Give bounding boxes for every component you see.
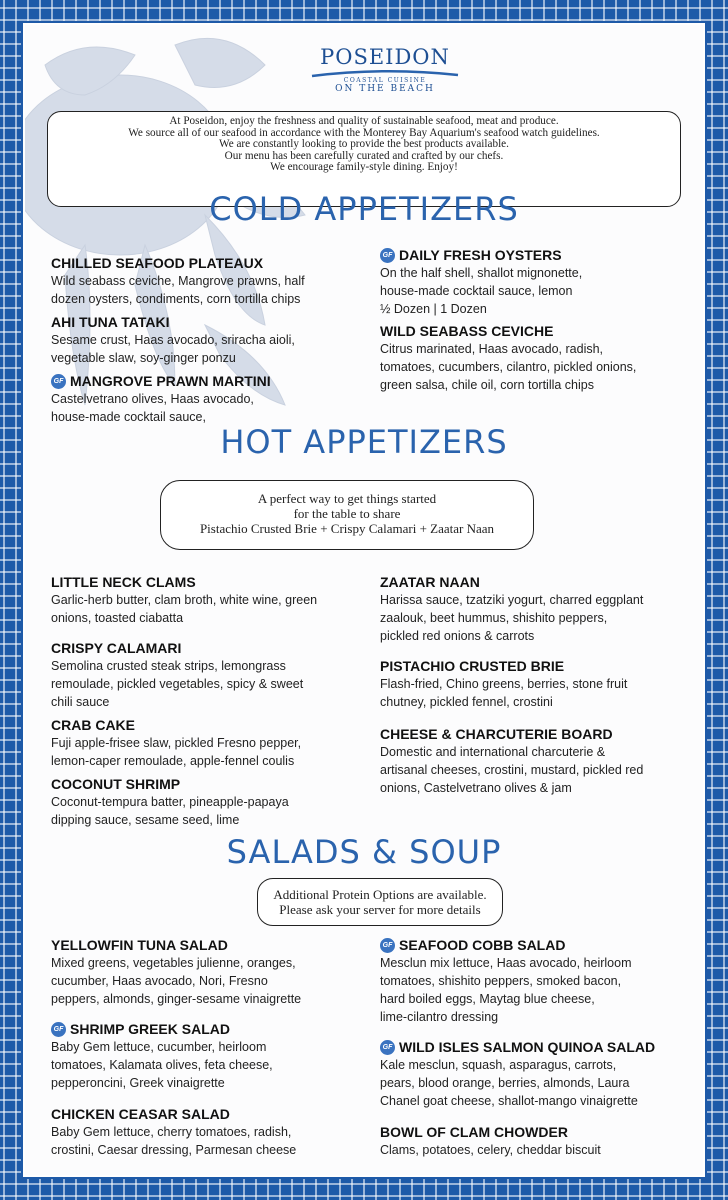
item-desc: artisanal cheeses, crostini, mustard, pickled red (380, 763, 644, 777)
item-name: AHI TUNA TATAKI (51, 314, 170, 330)
item-desc: green salsa, chile oil, corn tortilla chips (380, 378, 594, 392)
item-name: PISTACHIO CRUSTED BRIE (380, 658, 565, 674)
item-name: LITTLE NECK CLAMS (51, 574, 196, 590)
intro-line: At Poseidon, enjoy the freshness and quality of sustainable seafood, meat and produce. (169, 115, 559, 127)
intro-line: We are constantly looking to provide the best products available. (219, 138, 509, 151)
section-title-salads: SALADS & SOUP (226, 833, 502, 871)
item-desc: vegetable slaw, soy-ginger ponzu (51, 351, 236, 365)
item-name: ZAATAR NAAN (380, 574, 480, 590)
gluten-free-icon: GF (380, 1040, 395, 1055)
item-desc: peppers, almonds, ginger-sesame vinaigrette (51, 992, 302, 1006)
item-name: COCONUT SHRIMP (51, 776, 181, 792)
item-desc: zaalouk, beet hummus, shishito peppers, (380, 611, 608, 625)
item-desc: On the half shell, shallot mignonette, (380, 266, 583, 280)
item-desc: crostini, Caesar dressing, Parmesan cheese (51, 1143, 297, 1157)
menu-item (380, 726, 670, 797)
item-name: SHRIMP GREEK SALAD (70, 1021, 230, 1037)
item-desc: lemon-caper remoulade, apple-fennel coulis (51, 754, 295, 768)
item-desc: dipping sauce, sesame seed, lime (51, 813, 240, 827)
item-name: YELLOWFIN TUNA SALAD (51, 937, 228, 953)
item-desc: pepperoncini, Greek vinaigrette (51, 1076, 225, 1090)
gluten-free-icon: GF (51, 374, 66, 389)
menu-item (51, 373, 341, 426)
section-title-cold: COLD APPETIZERS (209, 190, 519, 228)
item-desc: hard boiled eggs, Maytag blue cheese, (380, 992, 595, 1006)
menu-item (380, 574, 670, 645)
hot-callout-box (160, 480, 534, 550)
item-desc: chili sauce (51, 695, 110, 709)
menu-item (51, 574, 341, 627)
item-name: CRISPY CALAMARI (51, 640, 182, 656)
item-name: MANGROVE PRAWN MARTINI (70, 373, 271, 389)
item-desc: house-made cocktail sauce, lemon (380, 284, 573, 298)
item-name: BOWL OF CLAM CHOWDER (380, 1124, 568, 1140)
logo-name: POSEIDON (320, 45, 450, 69)
item-desc: Citrus marinated, Haas avocado, radish, (380, 342, 604, 356)
callout-line: Additional Protein Options are available. (273, 887, 487, 902)
item-desc: onions, Castelvetrano olives & jam (380, 781, 572, 795)
item-desc: chutney, pickled fennel, crostini (380, 695, 553, 709)
item-desc: dozen oysters, condiments, corn tortilla chips (51, 292, 301, 306)
item-name: WILD ISLES SALMON QUINOA SALAD (399, 1039, 656, 1055)
item-name: WILD SEABASS CEVICHE (380, 323, 554, 339)
menu-item (51, 255, 341, 308)
item-desc: Baby Gem lettuce, cucumber, heirloom (51, 1040, 267, 1054)
menu-item (380, 937, 670, 1026)
item-desc: Coconut-tempura batter, pineapple-papaya (51, 795, 289, 809)
salads-callout-box (257, 878, 503, 926)
item-desc: tomatoes, shishito peppers, smoked bacon, (380, 974, 622, 988)
menu-item (51, 314, 341, 367)
item-name: CHILLED SEAFOOD PLATEAUX (51, 255, 264, 271)
item-desc: Flash-fried, Chino greens, berries, stone fruit (380, 677, 628, 691)
item-name: CHICKEN CEASAR SALAD (51, 1106, 230, 1122)
gluten-free-icon: GF (51, 1022, 66, 1037)
item-desc: Chanel goat cheese, shallot-mango vinaigrette (380, 1094, 638, 1108)
item-name: DAILY FRESH OYSTERS (399, 247, 562, 263)
item-desc: remoulade, pickled vegetables, spicy & sweet (51, 677, 304, 691)
item-desc: Sesame crust, Haas avocado, sriracha aioli, (51, 333, 295, 347)
item-desc: Kale mesclun, squash, asparagus, carrots, (380, 1058, 617, 1072)
gluten-free-icon: GF (380, 938, 395, 953)
menu-item (380, 247, 670, 318)
intro-line: We source all of our seafood in accordance with the Monterey Bay Aquarium's seafood watch guidelines. (128, 126, 600, 139)
item-desc: tomatoes, cucumbers, cilantro, pickled onions, (380, 360, 637, 374)
callout-line: Please ask your server for more details (279, 902, 481, 917)
item-desc: ½ Dozen | 1 Dozen (380, 302, 487, 316)
item-desc: Baby Gem lettuce, cherry tomatoes, radish, (51, 1125, 292, 1139)
restaurant-logo (285, 45, 485, 94)
callout-line: A perfect way to get things started (257, 491, 437, 506)
menu-item (380, 1124, 670, 1159)
menu-page (25, 25, 703, 1175)
item-desc: tomatoes, Kalamata olives, feta cheese, (51, 1058, 273, 1072)
item-desc: Semolina crusted steak strips, lemongrass (51, 659, 286, 673)
item-desc: Mesclun mix lettuce, Haas avocado, heirloom (380, 956, 632, 970)
item-desc: Harissa sauce, tzatziki yogurt, charred eggplant (380, 593, 644, 607)
callout-line: for the table to share (293, 506, 401, 521)
logo-tagline: ON THE BEACH (335, 84, 435, 94)
callout-line: Pistachio Crusted Brie + Crispy Calamari + Zaatar Naan (199, 521, 495, 536)
menu-item (380, 658, 670, 711)
menu-item (51, 937, 341, 1008)
item-desc: cucumber, Haas avocado, Nori, Fresno (51, 974, 268, 988)
menu-item (380, 1039, 670, 1110)
item-desc: Domestic and international charcuterie & (380, 745, 606, 759)
menu-item (380, 323, 670, 394)
menu-item (51, 1106, 341, 1159)
item-desc: pickled red onions & carrots (380, 629, 535, 643)
item-desc: Wild seabass ceviche, Mangrove prawns, half (51, 274, 305, 288)
item-desc: house-made cocktail sauce, (51, 410, 206, 424)
logo-subtitle: COASTAL CUISINE (343, 77, 427, 84)
item-desc: Garlic-herb butter, clam broth, white wine, green (51, 593, 318, 607)
item-desc: onions, toasted ciabatta (51, 611, 184, 625)
menu-item (51, 640, 341, 711)
item-desc: Mixed greens, vegetables julienne, oranges, (51, 956, 296, 970)
section-title-hot: HOT APPETIZERS (220, 423, 508, 461)
menu-item (51, 1021, 341, 1092)
item-desc: Clams, potatoes, celery, cheddar biscuit (380, 1143, 601, 1157)
item-desc: Fuji apple-frisee slaw, pickled Fresno pepper, (51, 736, 302, 750)
item-desc: lime-cilantro dressing (380, 1010, 499, 1024)
item-desc: pears, blood orange, berries, almonds, Laura (380, 1076, 630, 1090)
item-desc: Castelvetrano olives, Haas avocado, (51, 392, 254, 406)
gluten-free-icon: GF (380, 248, 395, 263)
item-name: SEAFOOD COBB SALAD (399, 937, 566, 953)
intro-line: Our menu has been carefully curated and crafted by our chefs. (224, 149, 504, 162)
item-name: CRAB CAKE (51, 717, 135, 733)
intro-line: We encourage family-style dining. Enjoy! (270, 161, 458, 174)
item-name: CHEESE & CHARCUTERIE BOARD (380, 726, 613, 742)
menu-item (51, 717, 341, 770)
menu-item (51, 776, 341, 829)
